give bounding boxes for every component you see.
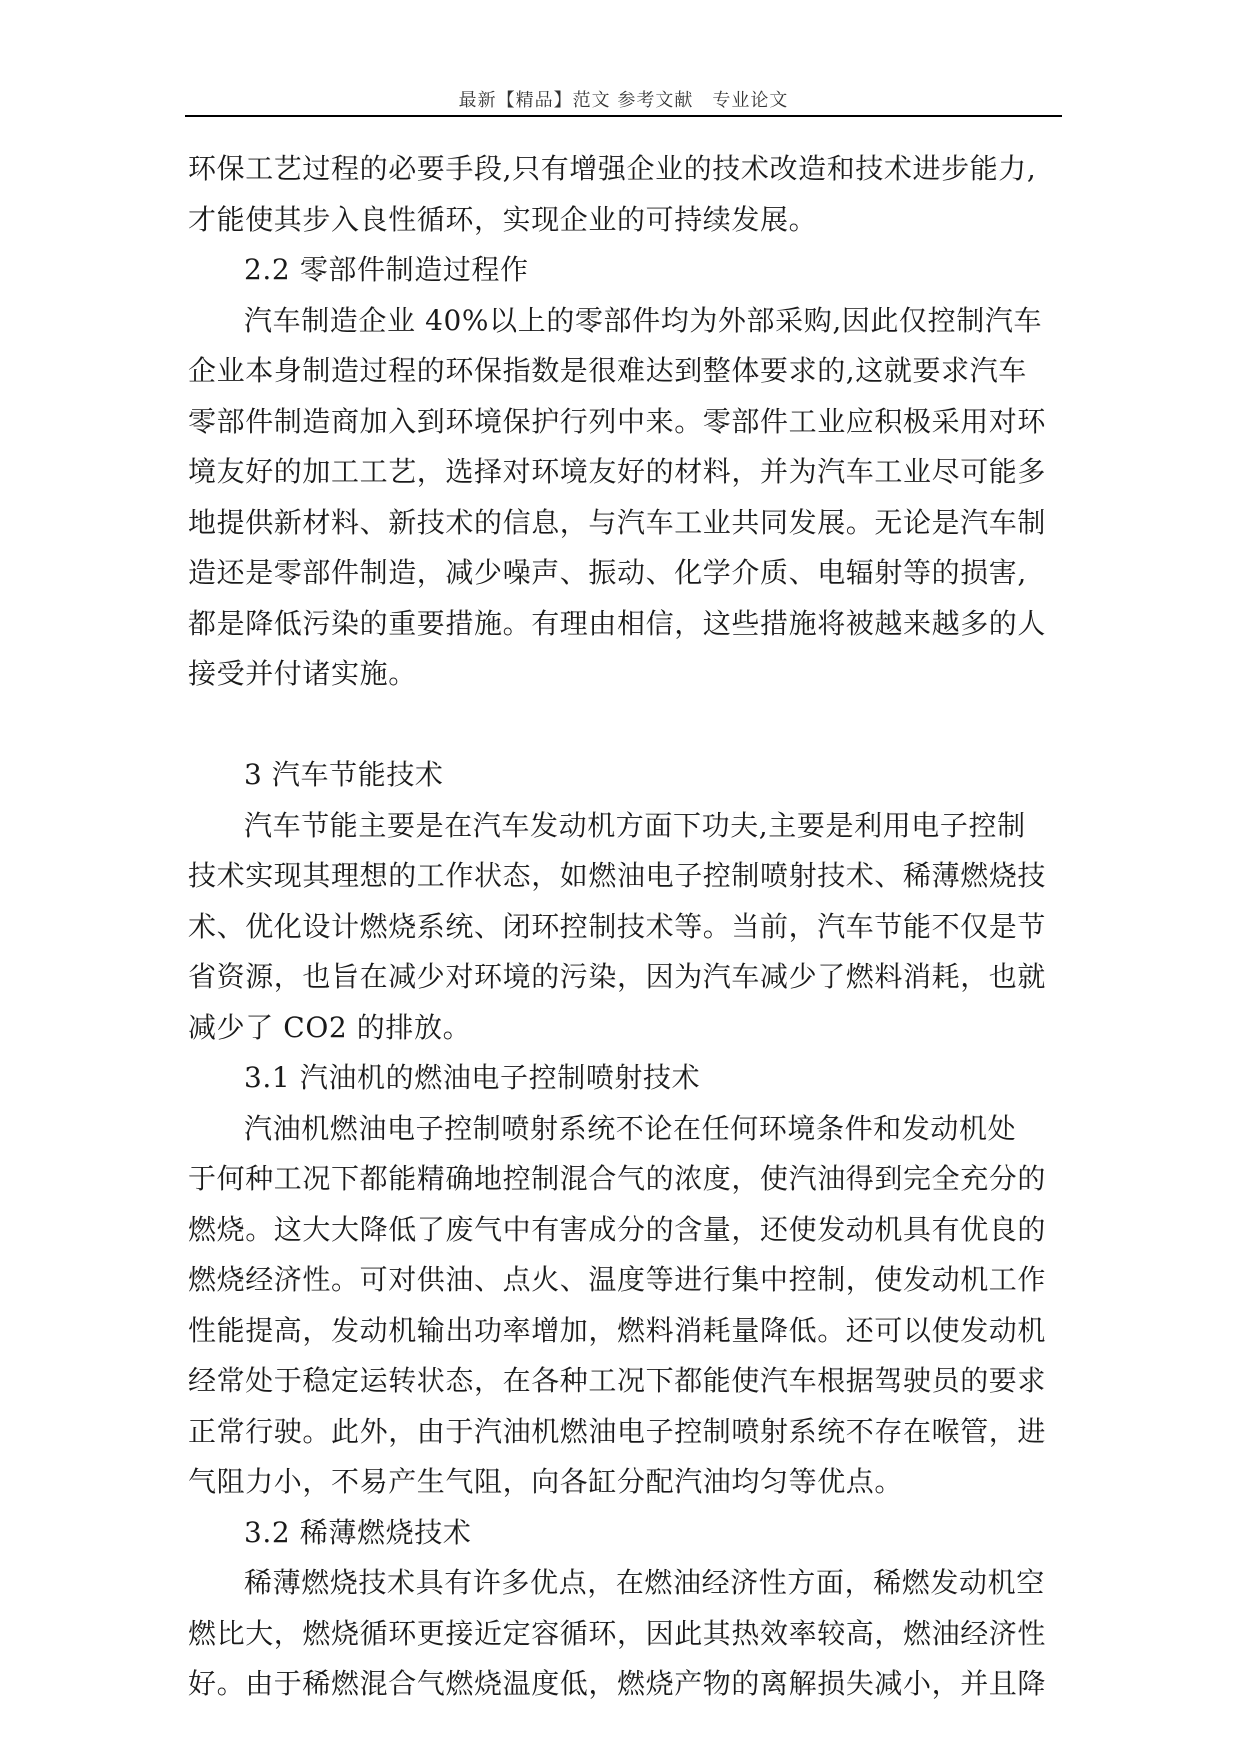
section-heading-3-2: 3.2 稀薄燃烧技术 — [244, 1515, 472, 1549]
text-line: 造还是零部件制造，减少噪声、振动、化学介质、电辐射等的损害, — [188, 556, 1027, 589]
text-line: 稀薄燃烧技术具有许多优点，在燃油经济性方面，稀燃发动机空 — [244, 1566, 1045, 1599]
text-line: 汽油机燃油电子控制喷射系统不论在任何环境条件和发动机处 — [244, 1111, 1017, 1145]
text-line: 都是降低污染的重要措施。有理由相信，这些措施将被越来越多的人 — [188, 606, 1047, 640]
text-line: 燃比大，燃烧循环更接近定容循环，因此其热效率较高，燃油经济性 — [188, 1616, 1047, 1650]
text-line: 燃烧经济性。可对供油、点火、温度等进行集中控制，使发动机工作 — [188, 1263, 1047, 1296]
text-line: 接受并付诸实施。 — [188, 657, 417, 690]
text-line: 于何种工况下都能精确地控制混合气的浓度，使汽油得到完全充分的 — [188, 1162, 1047, 1195]
paragraph-fuel-injection — [188, 1104, 1068, 1508]
text-line: 经常处于稳定运转状态，在各种工况下都能使汽车根据驾驶员的要求 — [188, 1364, 1047, 1397]
text-line: 汽车节能主要是在汽车发动机方面下功夫,主要是利用电子控制 — [244, 808, 1026, 842]
text-line: 零部件制造商加入到环境保护行列中来。零部件工业应积极采用对环 — [188, 404, 1047, 438]
text-line: 技术实现其理想的工作状态，如燃油电子控制喷射技术、稀薄燃烧技 — [188, 859, 1047, 892]
text-line: 企业本身制造过程的环保指数是很难达到整体要求的,这就要求汽车 — [188, 354, 1027, 387]
header-divider — [185, 115, 1062, 117]
paragraph-lean-burn — [188, 1558, 1068, 1710]
section-heading-2-2: 2.2 零部件制造过程作 — [244, 253, 529, 286]
text-line: 境友好的加工工艺，选择对环境友好的材料，并为汽车工业尽可能多 — [188, 455, 1047, 488]
page-header: 最新【精品】范文 参考文献 专业论文 — [458, 90, 789, 111]
text-line: 减少了 CO2 的排放。 — [188, 1010, 472, 1044]
document-body — [188, 144, 1068, 1710]
text-line: 才能使其步入良性循环，实现企业的可持续发展。 — [188, 202, 818, 236]
paragraph-energy-saving — [188, 801, 1068, 1054]
text-line: 省资源，也旨在减少对环境的污染，因为汽车减少了燃料消耗，也就 — [188, 960, 1047, 993]
text-line: 汽车制造企业 40%以上的零部件均为外部采购,因此仅控制汽车 — [244, 303, 1043, 337]
text-line: 气阻力小，不易产生气阻，向各缸分配汽油均匀等优点。 — [188, 1465, 904, 1498]
blank-line — [188, 700, 1068, 751]
paragraph-continuation — [188, 144, 1068, 245]
section-heading-3-1: 3.1 汽油机的燃油电子控制喷射技术 — [244, 1061, 701, 1094]
text-line: 好。由于稀燃混合气燃烧温度低，燃烧产物的离解损失减小，并且降 — [188, 1667, 1047, 1700]
text-line: 燃烧。这大大降低了废气中有害成分的含量，还使发动机具有优良的 — [188, 1212, 1047, 1246]
text-line: 地提供新材料、新技术的信息，与汽车工业共同发展。无论是汽车制 — [188, 505, 1047, 539]
text-line: 术、优化设计燃烧系统、闭环控制技术等。当前，汽车节能不仅是节 — [188, 909, 1047, 943]
paragraph-parts-manufacturing — [188, 296, 1068, 700]
text-line: 性能提高，发动机输出功率增加，燃料消耗量降低。还可以使发动机 — [188, 1313, 1047, 1347]
text-line: 正常行驶。此外，由于汽油机燃油电子控制喷射系统不存在喉管，进 — [188, 1414, 1047, 1448]
text-line: 环保工艺过程的必要手段,只有增强企业的技术改造和技术进步能力, — [188, 152, 1037, 185]
section-heading-3: 3 汽车节能技术 — [244, 758, 444, 791]
